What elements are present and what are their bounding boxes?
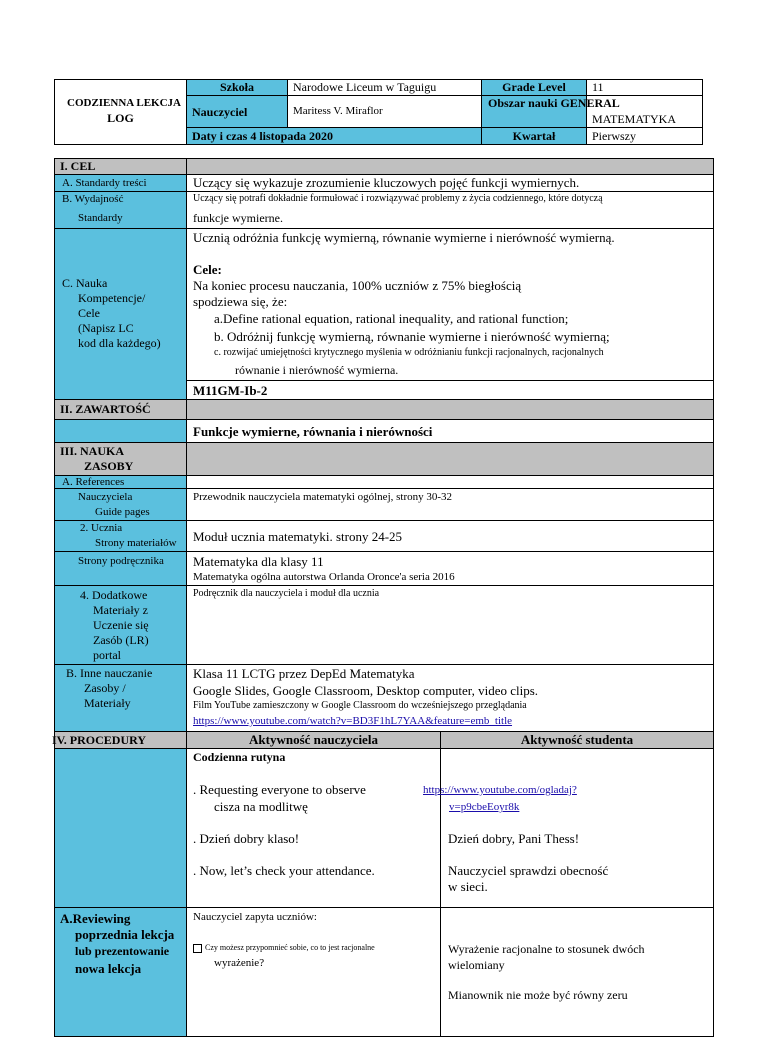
grade-label: Grade Level xyxy=(502,80,566,94)
p-text2: Matematyka ogólna autorstwa Orlanda Oronce'a seria 2016 xyxy=(193,571,455,583)
cel-c-b: b. Odróżnij funkcję wymierną, równanie wymierne i nierówność wymierną; xyxy=(214,329,610,344)
cel-c-label4: (Napisz LC xyxy=(78,321,134,335)
kwartal-value: Pierwszy xyxy=(592,129,636,143)
cel-code: M11GM-Ib-2 xyxy=(193,383,268,398)
nauczyciel-label: Nauczyciel xyxy=(192,105,248,119)
b-text2: Google Slides, Google Classroom, Desktop computer, video clips. xyxy=(193,683,539,698)
checkbox-icon xyxy=(193,944,202,953)
zasoby-head1: III. NAUKA xyxy=(60,444,125,458)
b-label1: B. Inne nauczanie xyxy=(66,666,153,680)
cel-c-line1: Na koniec procesu nauczania, 100% uczniów z 75% biegłością xyxy=(193,278,522,293)
cel-c-c: c. rozwijać umiejętności krytycznego myślenia w odróżnianiu funkcji racjonalnych, racjonalnych xyxy=(214,347,604,358)
d-text: Podręcznik dla nauczyciela i moduł dla ucznia xyxy=(193,588,380,599)
d-label3: Uczenie się xyxy=(93,618,149,632)
review-label2: poprzednia lekcja xyxy=(75,927,175,942)
zawartosc-head: II. ZAWARTOŚĆ xyxy=(60,402,151,416)
cel-head-right xyxy=(186,158,714,175)
cel-c-c2: równanie i nierówność wymierna. xyxy=(235,363,399,377)
cel-c-label-cell xyxy=(54,228,187,400)
zasoby-head-right xyxy=(186,442,714,476)
cel-c-line2: spodziewa się, że: xyxy=(193,294,288,309)
u-text: Moduł ucznia matematyki. strony 24-25 xyxy=(193,529,403,544)
szkola-value: Narodowe Liceum w Taguigu xyxy=(293,80,437,94)
zawartosc-text: Funkcje wymierne, równania i nierówności xyxy=(193,424,433,439)
ref-text-cell xyxy=(186,475,714,489)
prayer-video-link-2[interactable]: v=p9cbeEoyr8k xyxy=(449,801,520,813)
review-s1: Wyrażenie racjonalne to stosunek dwóch xyxy=(448,942,645,956)
cel-c-label3: Cele xyxy=(78,306,100,320)
p-label: Strony podręcznika xyxy=(78,555,164,567)
review-t2: Czy możesz przypomnieć sobie, co to jest racjonalne xyxy=(205,943,375,952)
nauczyciel-value: Maritess V. Miraflor xyxy=(293,105,383,117)
u-label2: Strony materiałów xyxy=(95,537,177,549)
ref-label: A. References xyxy=(62,476,125,488)
n-label1: Nauczyciela xyxy=(78,491,133,503)
procedury-head: IV. PROCEDURY xyxy=(52,733,147,747)
review-label3: lub prezentowanie xyxy=(75,944,170,958)
review-label1: A.Reviewing xyxy=(60,911,131,926)
obszar-value: MATEMATYKA xyxy=(592,112,676,126)
rutyna-teacher-cell xyxy=(186,748,441,908)
u-label1: 2. Ucznia xyxy=(80,522,123,534)
review-label4: nowa lekcja xyxy=(75,961,142,976)
youtube-link[interactable]: https://www.youtube.com/watch?v=BD3F1hL7YAA&feature=emb_title xyxy=(193,715,513,727)
col-student-head: Aktywność studenta xyxy=(520,732,634,747)
p-text1: Matematyka dla klasy 11 xyxy=(193,554,324,569)
cel-a-text: Uczący się wykazuje zrozumienie kluczowych pojęć funkcji wymiernych. xyxy=(193,175,580,190)
zawartosc-label-cell xyxy=(54,419,187,443)
cel-c-a: a.Define rational equation, rational inequality, and rational function; xyxy=(214,311,569,326)
rutyna-s3a: Nauczyciel sprawdzi obecność xyxy=(448,863,609,878)
n-text: Przewodnik nauczyciela matematyki ogólnej, strony 30-32 xyxy=(193,491,453,503)
cel-b-label2: Standardy xyxy=(78,212,123,224)
cel-b-text1: Uczący się potrafi dokładnie formułować i rozwiązywać problemy z życia codziennego, które dotyczą xyxy=(193,193,603,204)
rutyna-t2: . Dzień dobry klaso! xyxy=(193,831,300,846)
prayer-video-link[interactable]: https://www.youtube.com/ogladaj? xyxy=(423,784,577,796)
review-s3: Mianownik nie może być równy zeru xyxy=(448,988,628,1002)
rutyna-s2: Dzień dobry, Pani Thess! xyxy=(448,831,580,846)
cel-c-label5: kod dla każdego) xyxy=(78,336,161,350)
zasoby-head2: ZASOBY xyxy=(84,459,134,473)
n-label2: Guide pages xyxy=(95,506,150,518)
b-text1: Klasa 11 LCTG przez DepEd Matematyka xyxy=(193,666,415,681)
review-teacher-cell xyxy=(186,907,441,1037)
d-label1: 4. Dodatkowe xyxy=(80,588,148,602)
cel-a-label: A. Standardy treści xyxy=(62,177,147,189)
review-t1: Nauczyciel zapyta uczniów: xyxy=(193,911,317,923)
header-title-line1: CODZIENNA LEKCJA xyxy=(67,97,181,109)
rutyna-t1a: . Requesting everyone to observe xyxy=(193,782,366,797)
b-label3: Materiały xyxy=(84,696,131,710)
rutyna-s3b: w sieci. xyxy=(448,879,488,894)
rutyna-t1b: cisza na modlitwę xyxy=(214,799,308,814)
d-label2: Materiały z xyxy=(93,603,148,617)
b-label2: Zasoby / xyxy=(84,681,126,695)
rutyna-t3: . Now, let’s check your attendance. xyxy=(193,863,375,878)
d-label4: Zasób (LR) xyxy=(93,633,149,647)
szkola-label: Szkoła xyxy=(219,80,254,94)
cel-head: I. CEL xyxy=(60,159,96,173)
review-t3: wyrażenie? xyxy=(214,957,265,969)
cel-b-text2: funkcje wymierne. xyxy=(193,211,283,225)
zawartosc-head-right xyxy=(186,399,714,420)
rutyna-title: Codzienna rutyna xyxy=(193,750,286,764)
col-teacher-head: Aktywność nauczyciela xyxy=(249,732,378,747)
cel-c-label2: Kompetencje/ xyxy=(78,291,146,305)
d-label5: portal xyxy=(93,648,121,662)
cel-c-intro: Ucznią odróżnia funkcję wymierną, równanie wymierne i nierówność wymierną. xyxy=(193,230,615,245)
grade-value: 11 xyxy=(592,80,604,94)
rutyna-label-cell xyxy=(54,748,187,908)
daty-label: Daty i czas 4 listopada 2020 xyxy=(192,129,333,143)
b-text3: Film YouTube zamieszczony w Google Classroom do wcześniejszego przeglądania xyxy=(193,700,527,711)
header-title-line2: LOG xyxy=(107,111,134,125)
cel-c-cele: Cele: xyxy=(193,262,222,277)
cel-b-label1: B. Wydajność xyxy=(62,193,124,205)
kwartal-label: Kwartał xyxy=(512,129,556,143)
review-s2: wielomiany xyxy=(448,958,505,972)
cel-c-label1: C. Nauka xyxy=(62,276,108,290)
obszar-label: Obszar nauki GENERAL xyxy=(488,96,620,110)
